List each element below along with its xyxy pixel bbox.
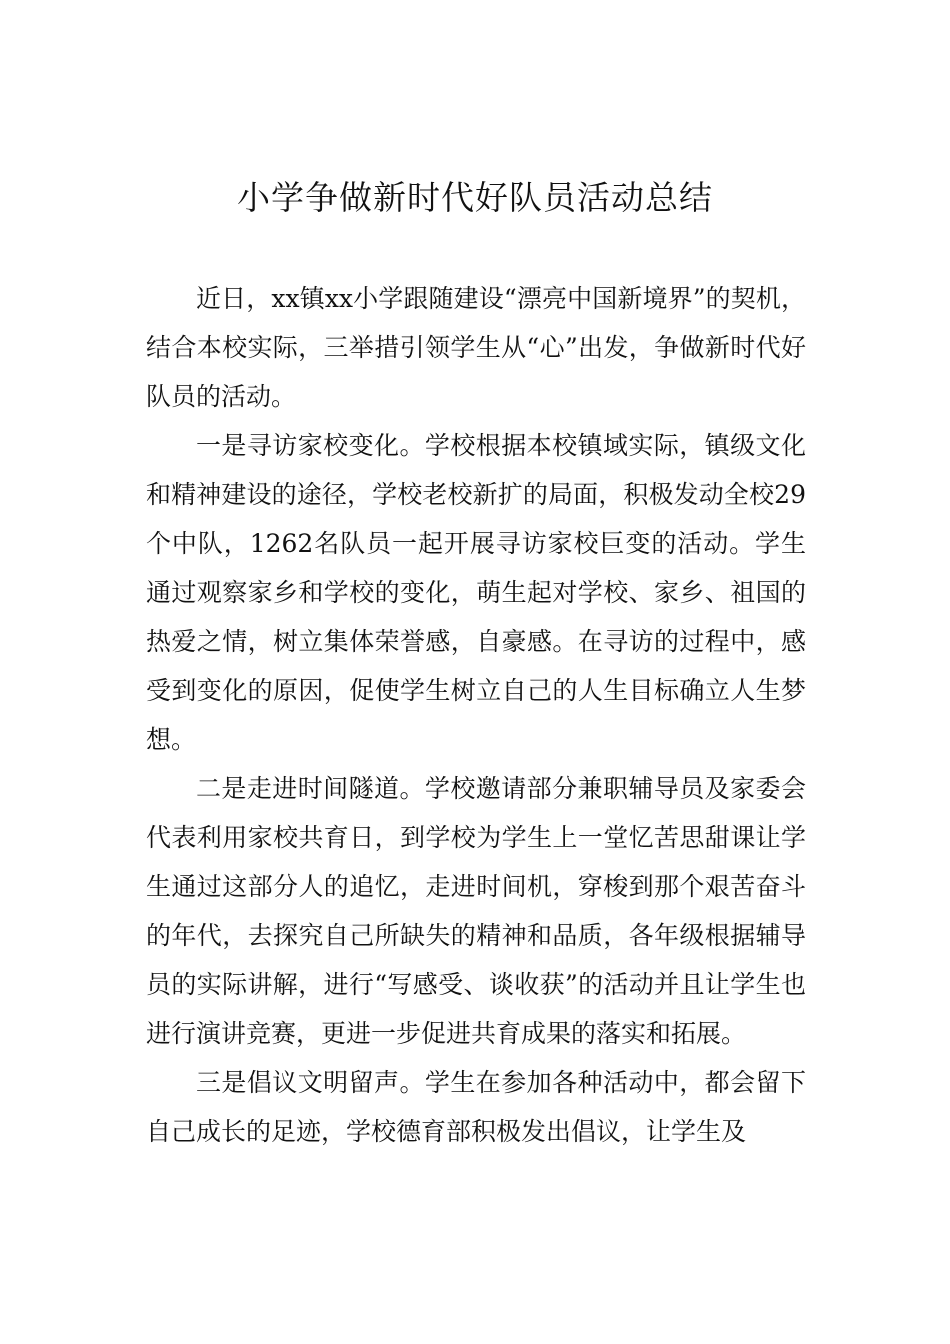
paragraph-two: 二是走进时间隧道。学校邀请部分兼职辅导员及家委会代表利用家校共育日，到学校为学生上一堂忆苦思甜课让学生通过这部分人的追忆，走进时间机，穿梭到那个艰苦奋斗的年代，去探究自己所缺失的精神和品质，各年级根据辅导员的实际讲解，进行“写感受、谈收获”的活动并且让学生也进行演讲竞赛，更进一步促进共育成果的落实和拓展。 [146,774,806,1048]
paragraph-one: 一是寻访家校变化。学校根据本校镇域实际，镇级文化和精神建设的途径，学校老校新扩的局面，积极发动全校29个中队，1262名队员一起开展寻访家校巨变的活动。学生通过观察家乡和学校的变化，萌生起对学校、家乡、祖国的热爱之情，树立集体荣誉感，自豪感。在寻访的过程中，感受到变化的原因，促使学生树立自己的人生目标确立人生梦想。 [146,431,806,754]
paragraph-intro: 近日，xx镇xx小学跟随建设“漂亮中国新境界”的契机，结合本校实际，三举措引领学生从“心”出发，争做新时代好队员的活动。 [146,284,806,411]
document-title: 小学争做新时代好队员活动总结 [237,178,713,217]
paragraph-three: 三是倡议文明留声。学生在参加各种活动中，都会留下自己成长的足迹，学校德育部积极发出倡议，让学生及 [146,1068,806,1146]
document-body [146,274,806,1156]
